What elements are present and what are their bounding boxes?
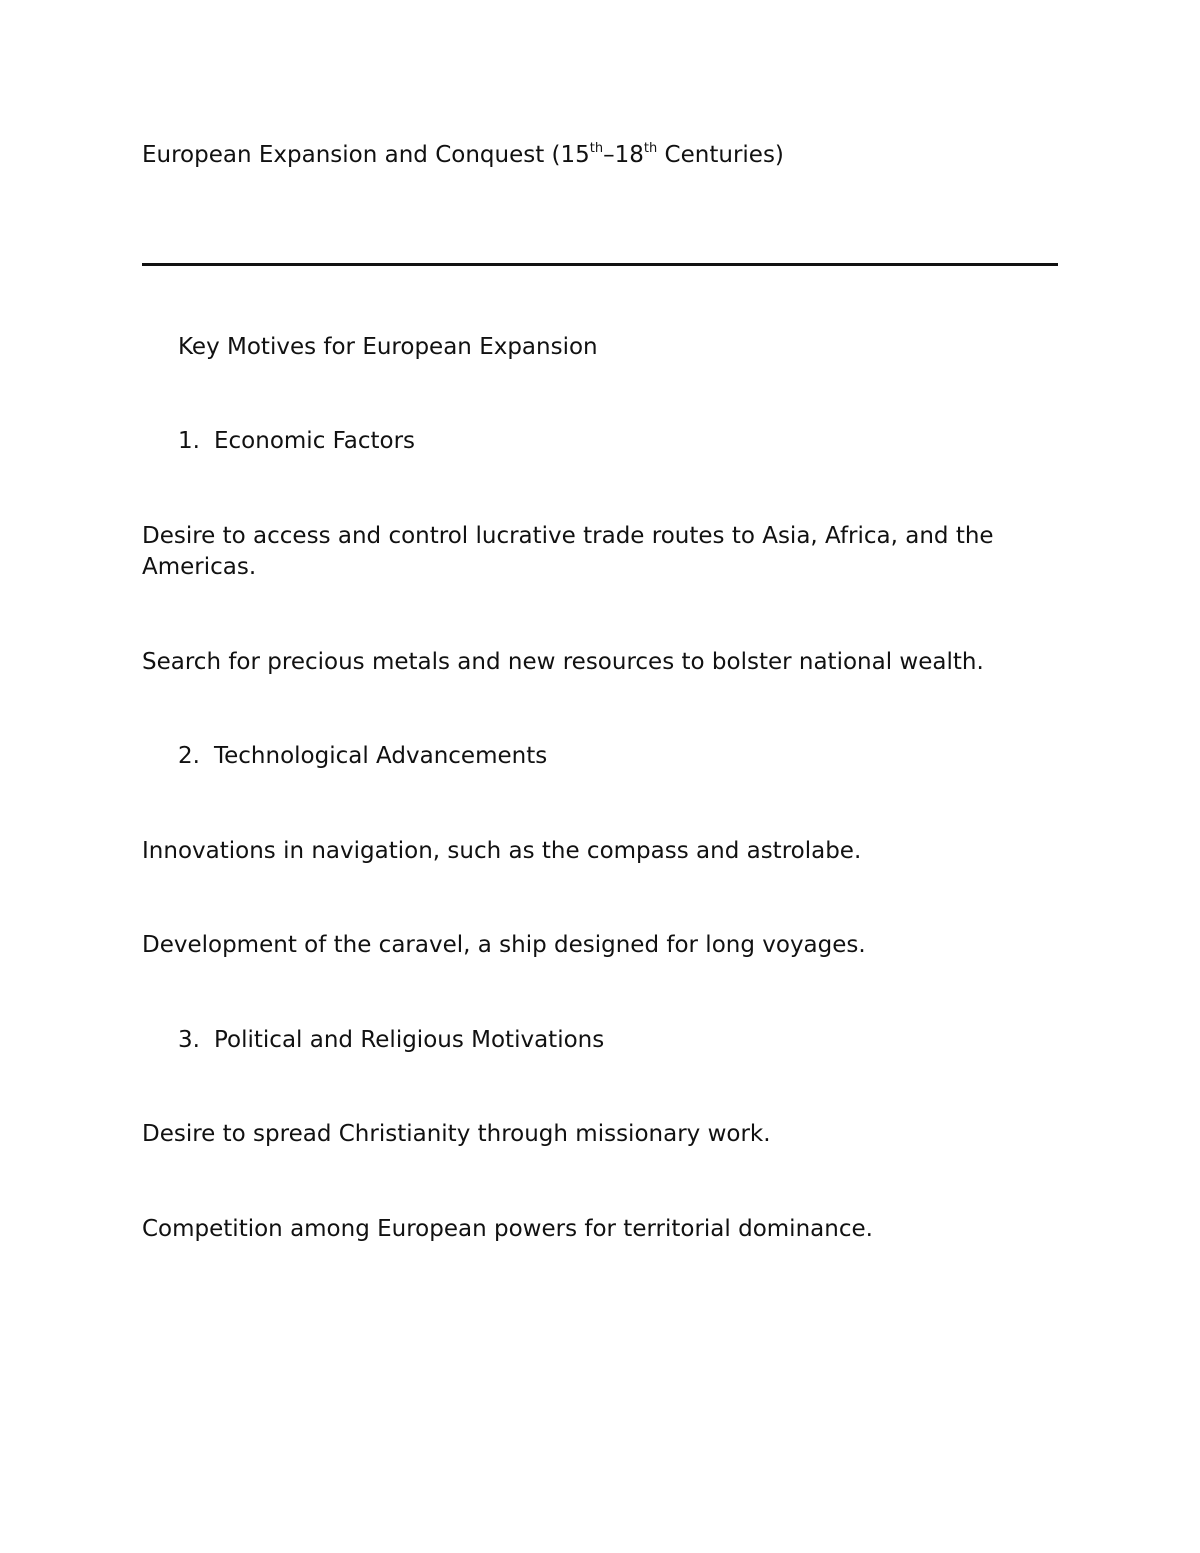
horizontal-rule [142, 263, 1058, 266]
list-number: 1. [178, 428, 200, 454]
title-superscript-2: th [643, 141, 658, 156]
title-prefix: European Expansion and Conquest (15 [142, 142, 590, 168]
list-heading-text: Political and Religious Motivations [214, 1027, 605, 1053]
section-heading: Key Motives for European Expansion [178, 334, 598, 360]
paragraph: Search for precious metals and new resources to bolster national wealth. [142, 649, 984, 675]
paragraph: Desire to access and control lucrative trade routes to Asia, Africa, and the Americas. [142, 523, 994, 580]
paragraph: Desire to spread Christianity through missionary work. [142, 1121, 771, 1147]
list-number: 3. [178, 1027, 200, 1053]
paragraph: Development of the caravel, a ship designed for long voyages. [142, 932, 866, 958]
document-title [142, 140, 784, 174]
list-item-heading [178, 426, 415, 457]
title-middle: –18 [603, 142, 644, 168]
list-item-heading [178, 1025, 604, 1056]
list-number: 2. [178, 743, 200, 769]
title-suffix: Centuries) [657, 142, 784, 168]
paragraph: Innovations in navigation, such as the compass and astrolabe. [142, 838, 862, 864]
title-superscript-1: th [589, 141, 604, 156]
paragraph: Competition among European powers for territorial dominance. [142, 1216, 873, 1242]
list-heading-text: Economic Factors [214, 428, 416, 454]
list-item-heading [178, 741, 547, 772]
list-heading-text: Technological Advancements [214, 743, 548, 769]
